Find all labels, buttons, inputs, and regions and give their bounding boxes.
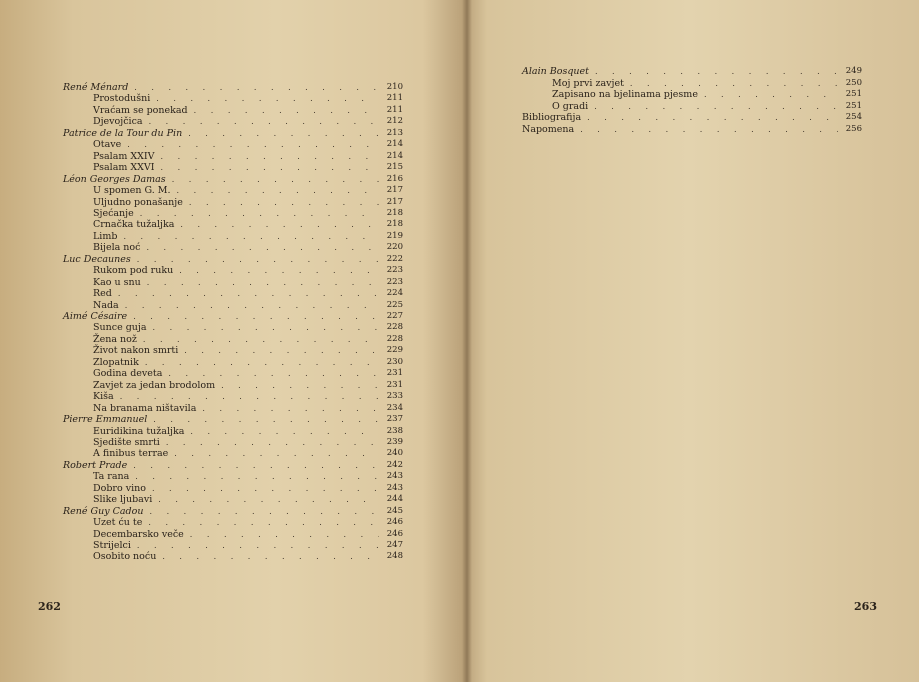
toc-entry-page-number: 224 bbox=[386, 288, 403, 299]
toc-entry-title: Djevojčica bbox=[93, 116, 143, 128]
toc-poem-entry bbox=[93, 219, 403, 230]
toc-poem-entry bbox=[552, 78, 862, 89]
toc-entry-page-number: 211 bbox=[386, 93, 403, 104]
toc-poem-entry bbox=[93, 93, 403, 104]
leader-dots bbox=[168, 368, 379, 379]
toc-poem-entry bbox=[93, 391, 403, 402]
toc-entry-title: Robert Prade bbox=[63, 459, 128, 471]
toc-poem-entry bbox=[93, 403, 403, 414]
toc-poem-entry bbox=[93, 483, 403, 494]
toc-poem-entry bbox=[93, 551, 403, 562]
toc-entry-title: Zlopatnik bbox=[93, 356, 139, 368]
toc-entry-page-number: 246 bbox=[386, 528, 403, 539]
leader-dots bbox=[127, 139, 379, 150]
toc-poem-entry bbox=[93, 288, 403, 299]
toc-poem-entry bbox=[552, 101, 862, 112]
toc-entry-title: Na branama ništavila bbox=[93, 402, 197, 414]
toc-poem-entry bbox=[93, 265, 403, 276]
toc-entry-page-number: 240 bbox=[386, 448, 403, 459]
toc-entry-page-number: 228 bbox=[386, 322, 403, 333]
leader-dots bbox=[156, 93, 379, 104]
leader-dots bbox=[194, 105, 379, 116]
leader-dots bbox=[148, 517, 379, 528]
toc-entry-page-number: 217 bbox=[386, 196, 403, 207]
toc-entry-title: Godina deveta bbox=[93, 368, 163, 380]
toc-entry-title: Slike ljubavi bbox=[93, 494, 153, 506]
toc-entry-title: Pierre Emmanuel bbox=[63, 414, 148, 426]
toc-entry-title: Alain Bosquet bbox=[522, 66, 589, 77]
leader-dots bbox=[704, 89, 838, 100]
toc-entry-title: Crnačka tužaljka bbox=[93, 219, 175, 231]
toc-entry-page-number: 230 bbox=[386, 356, 403, 367]
leader-dots bbox=[580, 124, 838, 135]
toc-entry-page-number: 246 bbox=[386, 517, 403, 528]
leader-dots bbox=[179, 265, 379, 276]
toc-entry-page-number: 231 bbox=[386, 379, 403, 390]
toc-entry-title: Strijelci bbox=[93, 540, 131, 551]
toc-entry-page-number: 213 bbox=[386, 127, 403, 138]
toc-entry-title: Luc Decaunes bbox=[63, 253, 131, 265]
toc-entry-page-number: 218 bbox=[386, 219, 403, 230]
leader-dots bbox=[143, 334, 379, 345]
toc-entry-title: Moj prvi zavjet bbox=[552, 77, 624, 89]
toc-entry-title: Dobro vino bbox=[93, 482, 146, 494]
toc-entry-title: Psalam XXVI bbox=[93, 162, 155, 174]
toc-entry-title: Sjećanje bbox=[93, 207, 134, 219]
leader-dots bbox=[162, 551, 379, 562]
toc-entry-page-number: 234 bbox=[386, 402, 403, 413]
toc-entry-title: Rukom pod ruku bbox=[93, 265, 174, 277]
toc-entry-title: Kiša bbox=[93, 391, 114, 403]
toc-entry-page-number: 238 bbox=[386, 425, 403, 436]
toc-entry-page-number: 242 bbox=[386, 459, 403, 470]
toc-poem-entry bbox=[93, 529, 403, 540]
leader-dots bbox=[189, 197, 379, 208]
toc-entry-page-number: 231 bbox=[386, 368, 403, 379]
toc-entry-page-number: 220 bbox=[386, 242, 403, 253]
toc-entry-title: René Ménard bbox=[63, 82, 129, 93]
toc-poem-entry bbox=[93, 517, 403, 528]
leader-dots bbox=[120, 391, 379, 402]
leader-dots bbox=[137, 540, 379, 551]
toc-poem-entry bbox=[93, 334, 403, 345]
toc-entry-page-number: 214 bbox=[386, 150, 403, 161]
toc-poem-entry bbox=[93, 231, 403, 242]
toc-poem-entry bbox=[552, 89, 862, 100]
toc-poem-entry bbox=[93, 494, 403, 505]
toc-poem-entry bbox=[93, 426, 403, 437]
toc-entry-page-number: 228 bbox=[386, 333, 403, 344]
toc-entry-page-number: 219 bbox=[386, 230, 403, 241]
toc-author-entry bbox=[522, 124, 862, 135]
leader-dots bbox=[595, 66, 838, 77]
toc-entry-title: Prostodušni bbox=[93, 93, 151, 105]
toc-entry-title: Euridikina tužaljka bbox=[93, 425, 185, 437]
toc-poem-entry bbox=[93, 208, 403, 219]
toc-entry-page-number: 256 bbox=[845, 124, 862, 134]
toc-poem-entry bbox=[93, 322, 403, 333]
toc-author-entry bbox=[63, 174, 403, 185]
toc-entry-page-number: 210 bbox=[386, 82, 403, 92]
toc-entry-page-number: 251 bbox=[845, 100, 862, 111]
toc-entry-page-number: 218 bbox=[386, 207, 403, 218]
toc-entry-page-number: 223 bbox=[386, 276, 403, 287]
toc-entry-title: A finibus terrae bbox=[93, 448, 169, 460]
toc-entry-page-number: 211 bbox=[386, 104, 403, 115]
toc-entry-page-number: 244 bbox=[386, 494, 403, 505]
toc-entry-title: Život nakon smrti bbox=[93, 345, 179, 357]
leader-dots bbox=[630, 78, 838, 89]
toc-poem-entry bbox=[93, 300, 403, 311]
toc-entry-title: Bijela noć bbox=[93, 242, 141, 254]
toc-entry-title: Napomena bbox=[522, 124, 575, 135]
leader-dots bbox=[174, 448, 379, 459]
toc-entry-title: Limb bbox=[93, 230, 118, 242]
toc-entry-page-number: 250 bbox=[845, 77, 862, 88]
toc-poem-entry bbox=[93, 105, 403, 116]
toc-poem-entry bbox=[93, 162, 403, 173]
leader-dots bbox=[149, 116, 379, 127]
leader-dots bbox=[202, 403, 379, 414]
toc-poem-entry bbox=[93, 345, 403, 356]
leader-dots bbox=[177, 185, 379, 196]
leader-dots bbox=[118, 288, 379, 299]
toc-entry-page-number: 243 bbox=[386, 471, 403, 482]
toc-poem-entry bbox=[93, 380, 403, 391]
toc-entry-page-number: 251 bbox=[845, 89, 862, 100]
toc-entry-title: Sjedište smrti bbox=[93, 436, 160, 448]
page-number-left: 262 bbox=[38, 600, 61, 613]
leader-dots bbox=[188, 128, 379, 139]
leader-dots bbox=[125, 300, 379, 311]
page-number-right: 263 bbox=[854, 600, 877, 613]
toc-entry-title: Red bbox=[93, 288, 112, 300]
toc-author-entry bbox=[522, 112, 862, 123]
leader-dots bbox=[137, 254, 379, 265]
toc-entry-title: Otave bbox=[93, 139, 122, 151]
toc-entry-title: O gradi bbox=[552, 100, 589, 112]
toc-entry-page-number: 227 bbox=[386, 311, 403, 321]
toc-entry-title: Patrice de la Tour du Pin bbox=[63, 127, 183, 139]
toc-poem-entry bbox=[93, 116, 403, 127]
leader-dots bbox=[145, 357, 379, 368]
leader-dots bbox=[135, 471, 379, 482]
toc-entry-title: Bibliografija bbox=[522, 112, 582, 124]
leader-dots bbox=[184, 345, 379, 356]
toc-entry-title: Sunce guja bbox=[93, 322, 147, 334]
leader-dots bbox=[133, 311, 379, 322]
leader-dots bbox=[134, 82, 379, 93]
leader-dots bbox=[158, 494, 379, 505]
toc-poem-entry bbox=[93, 277, 403, 288]
toc-entry-title: Psalam XXIV bbox=[93, 150, 155, 162]
leader-dots bbox=[161, 162, 379, 173]
leader-dots bbox=[149, 506, 379, 517]
toc-entry-title: Léon Georges Damas bbox=[63, 173, 166, 185]
leader-dots bbox=[123, 231, 379, 242]
leader-dots bbox=[140, 208, 379, 219]
toc-entry-page-number: 245 bbox=[386, 505, 403, 516]
toc-entry-title: Zavjet za jedan brodolom bbox=[93, 379, 216, 391]
toc-entry-title: Vraćam se ponekad bbox=[93, 104, 188, 116]
toc-entry-page-number: 217 bbox=[386, 185, 403, 196]
toc-entry-page-number: 237 bbox=[386, 414, 403, 425]
toc-entry-page-number: 212 bbox=[386, 116, 403, 127]
toc-poem-entry bbox=[93, 185, 403, 196]
toc-entry-title: Nada bbox=[93, 299, 119, 311]
toc-author-entry bbox=[522, 66, 862, 77]
toc-entry-title: Uzet ću te bbox=[93, 517, 143, 529]
toc-entry-title: Osobito noću bbox=[93, 551, 157, 563]
toc-entry-page-number: 215 bbox=[386, 162, 403, 173]
toc-author-entry bbox=[63, 460, 403, 471]
toc-author-entry bbox=[63, 128, 403, 139]
leader-dots bbox=[147, 277, 379, 288]
toc-author-entry bbox=[63, 311, 403, 322]
toc-entry-page-number: 214 bbox=[386, 139, 403, 150]
leader-dots bbox=[166, 437, 379, 448]
toc-entry-title: Kao u snu bbox=[93, 276, 141, 288]
leader-dots bbox=[172, 174, 379, 185]
toc-poem-entry bbox=[93, 139, 403, 150]
leader-dots bbox=[190, 426, 379, 437]
leader-dots bbox=[152, 483, 379, 494]
leader-dots bbox=[146, 242, 379, 253]
toc-author-entry bbox=[63, 414, 403, 425]
toc-poem-entry bbox=[93, 437, 403, 448]
toc-entry-page-number: 243 bbox=[386, 482, 403, 493]
toc-author-entry bbox=[63, 506, 403, 517]
toc-poem-entry bbox=[93, 242, 403, 253]
toc-entry-page-number: 222 bbox=[386, 253, 403, 264]
leader-dots bbox=[587, 112, 838, 123]
toc-poem-entry bbox=[93, 448, 403, 459]
toc-entry-title: Uljudno ponašanje bbox=[93, 196, 183, 208]
toc-poem-entry bbox=[93, 471, 403, 482]
toc-entry-title: René Guy Cadou bbox=[63, 505, 144, 517]
toc-poem-entry bbox=[93, 540, 403, 551]
leader-dots bbox=[594, 101, 838, 112]
leader-dots bbox=[190, 529, 379, 540]
toc-entry-page-number: 247 bbox=[386, 540, 403, 550]
toc-author-entry bbox=[63, 82, 403, 93]
toc-entry-title: Zapisano na bjelinama pjesme bbox=[552, 89, 698, 101]
toc-entry-page-number: 233 bbox=[386, 391, 403, 402]
right-page bbox=[472, 0, 919, 682]
toc-poem-entry bbox=[93, 151, 403, 162]
leader-dots bbox=[153, 414, 379, 425]
toc-entry-page-number: 216 bbox=[386, 173, 403, 184]
leader-dots bbox=[180, 219, 379, 230]
leader-dots bbox=[161, 151, 379, 162]
toc-entry-title: Decembarsko veče bbox=[93, 528, 184, 540]
leader-dots bbox=[153, 322, 379, 333]
toc-entry-page-number: 223 bbox=[386, 265, 403, 276]
toc-entry-title: U spomen G. M. bbox=[93, 185, 171, 197]
toc-entry-title: Aimé Césaire bbox=[63, 311, 128, 322]
toc-entry-page-number: 248 bbox=[386, 551, 403, 562]
leader-dots bbox=[221, 380, 379, 391]
toc-poem-entry bbox=[93, 368, 403, 379]
toc-poem-entry bbox=[93, 197, 403, 208]
toc-entry-title: Žena nož bbox=[93, 333, 137, 345]
toc-entry-page-number: 239 bbox=[386, 436, 403, 447]
toc-author-entry bbox=[63, 254, 403, 265]
toc-entry-page-number: 225 bbox=[386, 299, 403, 310]
toc-entry-page-number: 229 bbox=[386, 345, 403, 356]
leader-dots bbox=[133, 460, 379, 471]
toc-entry-page-number: 249 bbox=[845, 66, 862, 76]
toc-entry-title: Ta rana bbox=[93, 471, 130, 483]
toc-poem-entry bbox=[93, 357, 403, 368]
toc-entry-page-number: 254 bbox=[845, 112, 862, 123]
